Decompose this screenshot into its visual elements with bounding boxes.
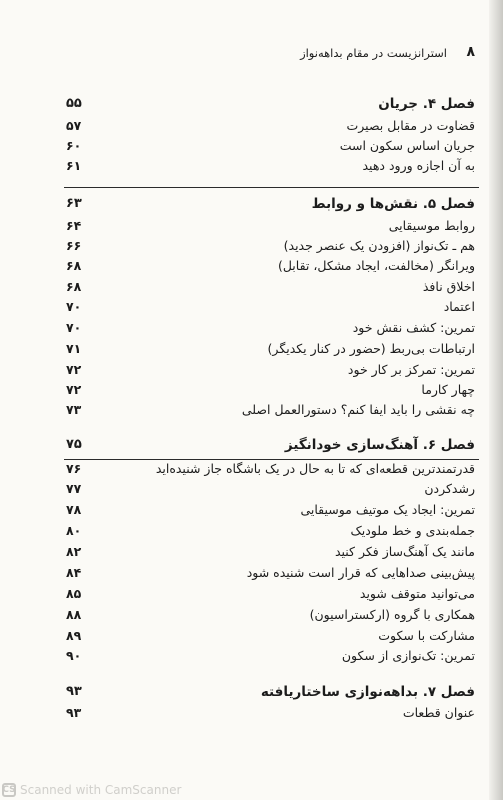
page-number-ref: ۶۸ xyxy=(66,258,82,273)
toc-entry xyxy=(0,648,503,668)
entry-title: چه نقشی را باید ایفا کنم؟ دستورالعمل اصلی xyxy=(241,402,475,417)
toc-entry xyxy=(0,402,503,422)
page-number-ref: ۸۴ xyxy=(66,565,82,580)
toc-chapter-entry xyxy=(0,96,503,116)
toc-entry xyxy=(0,362,503,382)
toc-entry xyxy=(0,218,503,238)
page-number-ref: ۸۵ xyxy=(66,586,82,601)
page-number-ref: ۹۳ xyxy=(66,684,82,699)
entry-title: تمرین: کشف نقش خود xyxy=(352,320,475,335)
page-number-ref: ۶۸ xyxy=(66,279,82,294)
entry-title: قدرتمندترین قطعه‌ای که تا به حال در یک باشگاه جاز شنیده‌اید xyxy=(155,461,475,476)
page-number-ref: ۸۹ xyxy=(66,628,82,643)
page-number-ref: ۷۸ xyxy=(66,502,82,517)
page-number-ref: ۷۵ xyxy=(66,437,82,452)
chapter-title: فصل ۷. بداهه‌نوازی ساختاریافته xyxy=(260,684,475,700)
page-number-ref: ۸۰ xyxy=(66,523,82,538)
entry-title: عنوان قطعات xyxy=(402,705,475,720)
toc-entry xyxy=(0,382,503,402)
entry-title: تمرین: ایجاد یک موتیف موسیقایی xyxy=(300,502,475,517)
entry-title: چهار کارما xyxy=(421,382,475,397)
page-number-ref: ۷۲ xyxy=(66,382,82,397)
entry-title: رشدکردن xyxy=(424,481,475,496)
entry-title: مانند یک آهنگ‌ساز فکر کنید xyxy=(334,544,475,559)
page-number-ref: ۶۱ xyxy=(66,158,82,173)
page-number-ref: ۸۸ xyxy=(66,607,82,622)
toc-entry xyxy=(0,628,503,648)
entry-title: روابط موسیقایی xyxy=(388,218,475,233)
entry-title: تمرین: تک‌نوازی از سکون xyxy=(341,648,475,663)
page-number-ref: ۹۳ xyxy=(66,705,82,720)
chapter-title: فصل ۴. جریان xyxy=(378,96,475,112)
toc-entry xyxy=(0,299,503,319)
section-divider xyxy=(64,187,479,188)
toc-chapter-entry xyxy=(0,196,503,216)
toc-chapter-entry xyxy=(0,684,503,704)
page-number-ref: ۶۴ xyxy=(66,218,82,233)
entry-title: اخلاق نافذ xyxy=(422,279,475,294)
toc-entry xyxy=(0,320,503,340)
page-number-ref: ۸۲ xyxy=(66,544,82,559)
entry-title: همکاری با گروه (ارکستراسیون) xyxy=(309,607,475,622)
camscanner-logo-icon: CS xyxy=(2,785,16,795)
page-number-ref: ۶۰ xyxy=(66,138,82,153)
entry-title: ویرانگر (مخالفت، ایجاد مشکل، تقابل) xyxy=(277,258,475,273)
toc-entry xyxy=(0,481,503,501)
entry-title: جریان اساس سکون است xyxy=(339,138,475,153)
page-number-ref: ۵۵ xyxy=(66,96,82,111)
page-number-ref: ۶۳ xyxy=(66,196,82,211)
page-number-ref: ۷۷ xyxy=(66,481,82,496)
entry-title: قضاوت در مقابل بصیرت xyxy=(346,118,475,133)
toc-entry xyxy=(0,502,503,522)
toc-entry xyxy=(0,523,503,543)
entry-title: ارتباطات بی‌ربط (حضور در کنار یکدیگر) xyxy=(267,341,475,356)
scanner-watermark xyxy=(0,780,222,800)
page-number-ref: ۷۰ xyxy=(66,299,82,314)
page-number-ref: ۷۶ xyxy=(66,461,82,476)
entry-title: می‌توانید متوقف شوید xyxy=(359,586,475,601)
entry-title: تمرین: تمرکز بر کار خود xyxy=(347,362,475,377)
toc-entry xyxy=(0,258,503,278)
toc-entry xyxy=(0,238,503,258)
toc-chapter-entry xyxy=(0,437,503,457)
page-number: ۸ xyxy=(466,44,475,60)
toc-entry xyxy=(0,565,503,585)
page-number-ref: ۶۶ xyxy=(66,238,82,253)
toc-entry xyxy=(0,461,503,481)
toc-entry xyxy=(0,158,503,178)
page-number-ref: ۷۲ xyxy=(66,362,82,377)
entry-title: به آن اجازه ورود دهید xyxy=(362,158,475,173)
page-header xyxy=(0,44,503,68)
page-number-ref: ۷۳ xyxy=(66,402,82,417)
toc-entry xyxy=(0,586,503,606)
toc-entry xyxy=(0,341,503,361)
page-number-ref: ۷۰ xyxy=(66,320,82,335)
entry-title: هم ـ تک‌نواز (افزودن یک عنصر جدید) xyxy=(283,238,475,253)
watermark-text: Scanned with CamScanner xyxy=(20,783,182,797)
entry-title: پیش‌بینی صداهایی که قرار است شنیده شود xyxy=(246,565,475,580)
page-number-ref: ۷۱ xyxy=(66,341,82,356)
chapter-title: فصل ۵. نقش‌ها و روابط xyxy=(311,196,475,212)
chapter-title: فصل ۶. آهنگ‌سازی خودانگیز xyxy=(284,437,475,453)
running-title: استرانزیست در مقام بداهه‌نواز xyxy=(300,46,447,60)
toc-entry xyxy=(0,279,503,299)
toc-entry xyxy=(0,705,503,725)
page-number-ref: ۵۷ xyxy=(66,118,82,133)
entry-title: اعتماد xyxy=(443,299,475,314)
toc-entry xyxy=(0,118,503,138)
toc-entry xyxy=(0,607,503,627)
section-divider xyxy=(64,459,479,460)
toc-entry xyxy=(0,138,503,158)
page-number-ref: ۹۰ xyxy=(66,648,82,663)
entry-title: جمله‌بندی و خط ملودیک xyxy=(350,523,475,538)
entry-title: مشارکت با سکوت xyxy=(378,628,475,643)
toc-entry xyxy=(0,544,503,564)
